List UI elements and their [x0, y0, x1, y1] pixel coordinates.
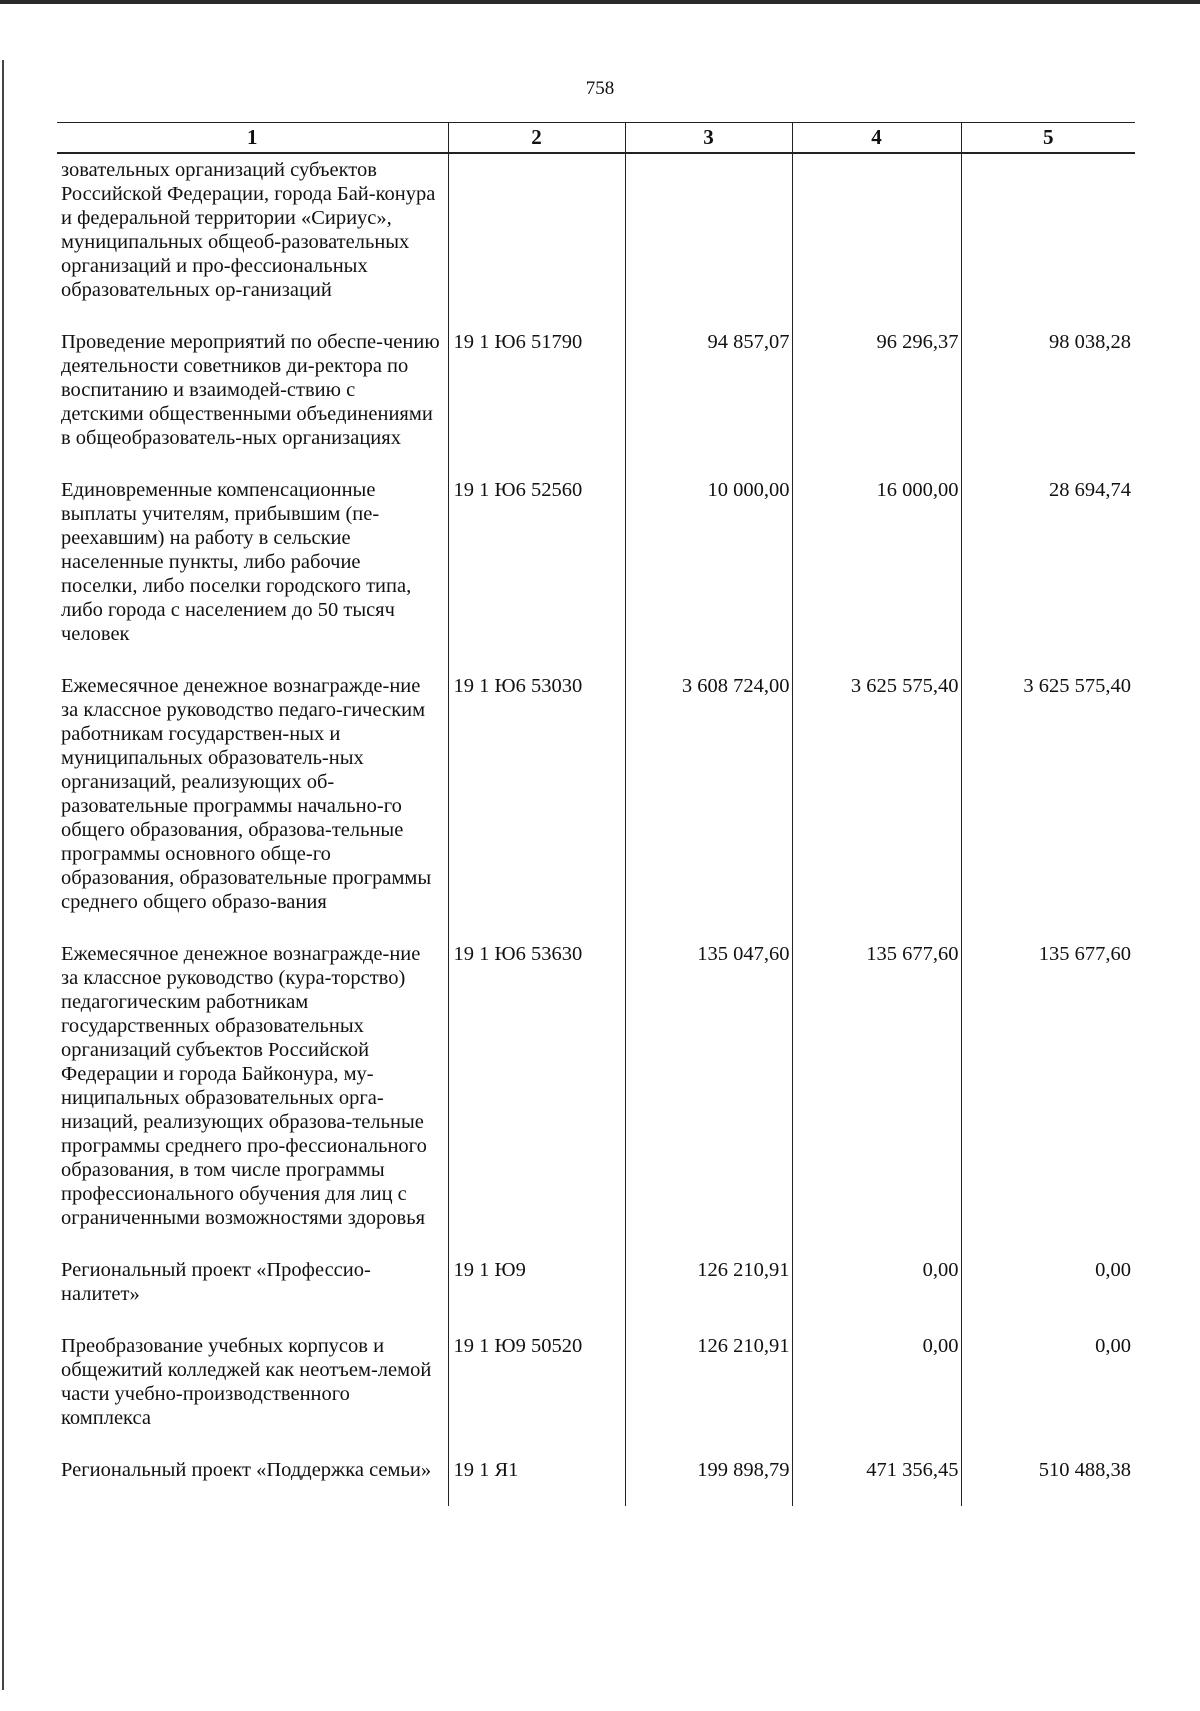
row-value-5: 3 625 575,40: [961, 670, 1135, 938]
top-border-rule: [0, 0, 1200, 4]
row-code: 19 1 Я1: [448, 1454, 625, 1506]
row-value-3: 199 898,79: [625, 1454, 792, 1506]
table-row: [57, 326, 1135, 474]
row-value-4: 3 625 575,40: [792, 670, 961, 938]
row-value-5: 98 038,28: [961, 326, 1135, 474]
row-value-5: 135 677,60: [961, 938, 1135, 1254]
row-value-3: 94 857,07: [625, 326, 792, 474]
row-value-4: 0,00: [792, 1330, 961, 1454]
row-code: 19 1 Ю9: [448, 1254, 625, 1330]
row-code: 19 1 Ю6 53630: [448, 938, 625, 1254]
row-name: зовательных организаций субъектов Российской Федерации, города Бай-конура и федеральной территории «Сириус», муниципальных общеоб-разовательных организаций и про-фессиональных образовательных ор-ганизаций: [61, 159, 436, 301]
row-name: Ежемесячное денежное вознагражде-ние за классное руководство (кура-торство) педагогическим работникам государственных образовательных организаций субъектов Российской Федерации и города Байконура, му-ниципальных образовательных орга-низаций, реализующих образова-тельные программы среднего про-фессионального образования, в том числе программы профессионального обучения для лиц с ограниченными возможностями здоровья: [61, 943, 427, 1229]
row-name: Единовременные компенсационные выплаты учителям, прибывшим (пе-реехавшим) на работу в сельские населенные пункты, либо рабочие поселки, либо поселки городского типа, либо города с населением до 50 тысяч человек: [61, 479, 412, 645]
row-value-5: 510 488,38: [961, 1454, 1135, 1506]
row-value-4: 0,00: [792, 1254, 961, 1330]
column-header-5: 5: [961, 123, 1135, 154]
table-row: [57, 474, 1135, 670]
table-row: [57, 1330, 1135, 1454]
row-value-3: 126 210,91: [625, 1330, 792, 1454]
budget-table: [57, 122, 1135, 1506]
row-code: 19 1 Ю6 52560: [448, 474, 625, 670]
table-row: [57, 1454, 1135, 1506]
table-row: [57, 938, 1135, 1254]
row-code: 19 1 Ю9 50520: [448, 1330, 625, 1454]
row-code: 19 1 Ю6 51790: [448, 326, 625, 474]
table-header: [57, 123, 1135, 154]
row-value-4: 471 356,45: [792, 1454, 961, 1506]
row-value-4: 96 296,37: [792, 326, 961, 474]
page-number: 758: [585, 78, 615, 99]
row-code: 19 1 Ю6 53030: [448, 670, 625, 938]
row-name: Региональный проект «Профессио-налитет»: [61, 1259, 371, 1305]
row-value-5: 0,00: [961, 1330, 1135, 1454]
row-value-3: 135 047,60: [625, 938, 792, 1254]
header-row: [57, 123, 1135, 154]
table-row: [57, 1254, 1135, 1330]
table-row: [57, 670, 1135, 938]
row-value-4: [792, 153, 961, 326]
column-header-3: 3: [625, 123, 792, 154]
row-value-3: 126 210,91: [625, 1254, 792, 1330]
column-header-2: 2: [448, 123, 625, 154]
row-name: Ежемесячное денежное вознагражде-ние за классное руководство педаго-гическим работникам государствен-ных и муниципальных образователь-ных организаций, реализующих об-разовательные программы начально-го общего образования, образова-тельные программы основного обще-го образования, образовательные программы среднего общего образо-вания: [61, 675, 432, 913]
table-body: [57, 153, 1135, 1506]
row-name: Проведение мероприятий по обеспе-чению деятельности советников ди-ректора по воспитанию и взаимодей-ствию с детскими общественными объединениями в общеобразователь-ных организациях: [61, 331, 440, 449]
table-row: [57, 153, 1135, 326]
left-margin-rule: [2, 60, 4, 1690]
row-value-5: 28 694,74: [961, 474, 1135, 670]
row-value-4: 16 000,00: [792, 474, 961, 670]
column-header-4: 4: [792, 123, 961, 154]
row-name: Региональный проект «Поддержка семьи»: [61, 1459, 432, 1481]
row-value-3: 3 608 724,00: [625, 670, 792, 938]
row-value-5: 0,00: [961, 1254, 1135, 1330]
column-header-1: 1: [57, 123, 448, 154]
row-value-3: [625, 153, 792, 326]
row-name: Преобразование учебных корпусов и общежитий колледжей как неотъем-лемой части учебно-производственного комплекса: [61, 1335, 432, 1429]
row-value-4: 135 677,60: [792, 938, 961, 1254]
row-value-3: 10 000,00: [625, 474, 792, 670]
row-code: [448, 153, 625, 326]
row-value-5: [961, 153, 1135, 326]
